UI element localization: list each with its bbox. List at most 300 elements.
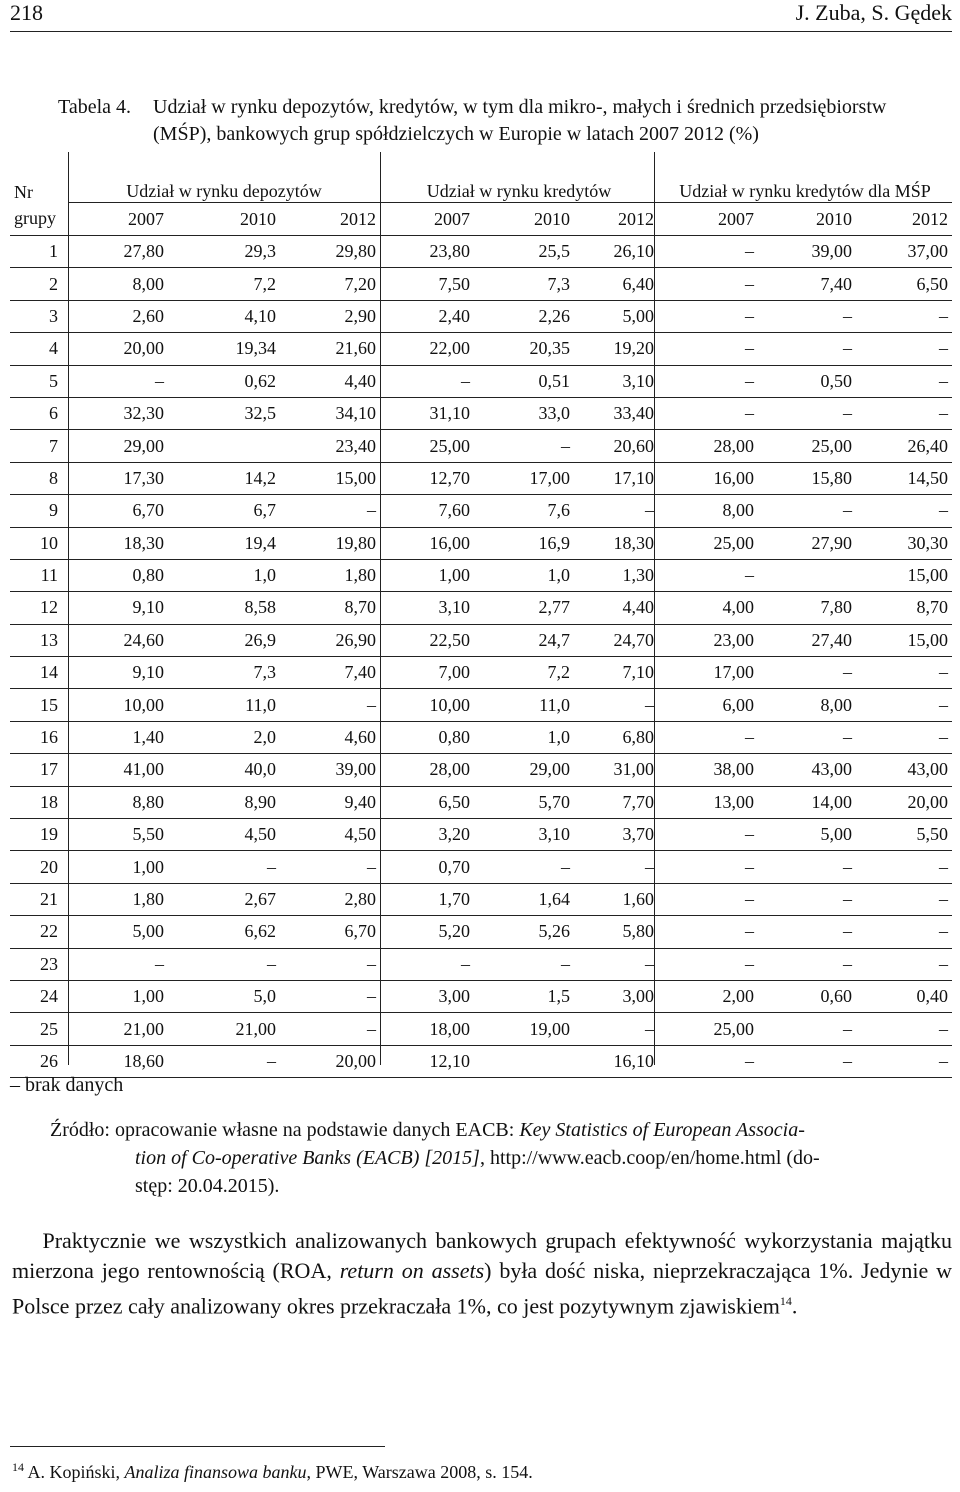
table-cell: – <box>658 300 758 332</box>
table-cell: – <box>658 236 758 268</box>
table-cell: 6,50 <box>856 268 952 300</box>
group-number: 18 <box>10 786 68 818</box>
table-cell: 15,00 <box>856 624 952 656</box>
table-row <box>10 883 952 915</box>
table-cell: 1,5 <box>474 980 574 1012</box>
table-cell: 8,00 <box>658 495 758 527</box>
table-cell: – <box>758 657 856 689</box>
table-cell: 7,60 <box>380 495 474 527</box>
table-cell: 7,20 <box>280 268 380 300</box>
table-cell: 31,00 <box>574 754 658 786</box>
table-cell: – <box>574 689 658 721</box>
paragraph-italic: return on assets <box>339 1258 485 1283</box>
table-cell: – <box>574 948 658 980</box>
table-cell: 19,4 <box>168 527 280 559</box>
running-authors: J. Zuba, S. Gędek <box>795 0 952 25</box>
table-cell: 5,70 <box>474 786 574 818</box>
table-cell: 9,10 <box>68 657 168 689</box>
table-row <box>10 333 952 365</box>
table-cell: – <box>758 1013 856 1045</box>
footnote <box>12 1460 533 1483</box>
table-cell: 10,00 <box>68 689 168 721</box>
table-cell: 26,90 <box>280 624 380 656</box>
table-cell: 1,00 <box>380 559 474 591</box>
table-cell: 5,00 <box>758 819 856 851</box>
table-cell: 1,70 <box>380 883 474 915</box>
table-cell: 7,80 <box>758 592 856 624</box>
table-cell: 31,10 <box>380 397 474 429</box>
table-body <box>10 236 952 1078</box>
table-cell: 2,90 <box>280 300 380 332</box>
year-header: 2007 <box>658 203 758 236</box>
paragraph-end: . <box>791 1293 798 1319</box>
table-cell: 33,40 <box>574 397 658 429</box>
table-row <box>10 559 952 591</box>
table-cell: 1,80 <box>68 883 168 915</box>
table-cell: – <box>758 300 856 332</box>
group-header-sme-credits: Udział w rynku kredytów dla MŚP <box>658 152 952 203</box>
table-cell: 6,80 <box>574 721 658 753</box>
table-cell: 16,9 <box>474 527 574 559</box>
table-cell: – <box>658 948 758 980</box>
table-cell: 32,5 <box>168 397 280 429</box>
table-cell: 24,70 <box>574 624 658 656</box>
table-cell: 7,6 <box>474 495 574 527</box>
table-row <box>10 527 952 559</box>
table-cell: – <box>168 948 280 980</box>
table-cell: 0,50 <box>758 365 856 397</box>
group-number: 20 <box>10 851 68 883</box>
table-cell: 2,00 <box>658 980 758 1012</box>
table-cell: 7,70 <box>574 786 658 818</box>
table-cell <box>168 430 280 462</box>
table-cell: 0,80 <box>380 721 474 753</box>
table-cell: – <box>280 980 380 1012</box>
table-cell: 30,30 <box>856 527 952 559</box>
table-cell: 6,50 <box>380 786 474 818</box>
table-cell: 19,20 <box>574 333 658 365</box>
table-cell: – <box>856 851 952 883</box>
group-number: 6 <box>10 397 68 429</box>
table-cell: 17,30 <box>68 462 168 494</box>
table-cell: 1,0 <box>474 721 574 753</box>
table-cell: 19,34 <box>168 333 280 365</box>
table-cell: 25,00 <box>758 430 856 462</box>
footnote-publisher: , PWE, Warszawa 2008, s. 154. <box>306 1462 533 1482</box>
year-header: 2012 <box>574 203 658 236</box>
year-header: 2010 <box>474 203 574 236</box>
group-number: 22 <box>10 916 68 948</box>
table-cell: 1,64 <box>474 883 574 915</box>
table-cell: 4,10 <box>168 300 280 332</box>
table-cell: 5,26 <box>474 916 574 948</box>
group-header-deposits: Udział w rynku depozytów <box>68 152 380 203</box>
group-number: 23 <box>10 948 68 980</box>
table-row <box>10 624 952 656</box>
table-cell: – <box>574 1013 658 1045</box>
table-cell: – <box>380 365 474 397</box>
table-cell: 15,00 <box>280 462 380 494</box>
table-row <box>10 462 952 494</box>
source-title-2: tion of Co-operative Banks (EACB) [2015] <box>135 1147 480 1169</box>
table-cell: 7,40 <box>280 657 380 689</box>
table-cell: 6,70 <box>68 495 168 527</box>
table-cell: – <box>474 948 574 980</box>
table-cell: – <box>856 916 952 948</box>
table-cell: 8,00 <box>68 268 168 300</box>
table-cell: 16,00 <box>658 462 758 494</box>
table-row <box>10 592 952 624</box>
table-row <box>10 430 952 462</box>
table-cell: 5,80 <box>574 916 658 948</box>
legend-no-data: – brak danych <box>10 1074 124 1096</box>
table-cell: 43,00 <box>856 754 952 786</box>
table-cell: 2,26 <box>474 300 574 332</box>
table-cell: – <box>758 721 856 753</box>
group-number: 16 <box>10 721 68 753</box>
table-cell: 4,40 <box>280 365 380 397</box>
group-number: 3 <box>10 300 68 332</box>
table-cell: – <box>758 495 856 527</box>
table-cell: – <box>856 721 952 753</box>
footnote-rule <box>10 1446 385 1447</box>
table-cell: 5,00 <box>68 916 168 948</box>
table-cell: 18,60 <box>68 1045 168 1077</box>
table-cell: – <box>658 1045 758 1077</box>
nr-header-1: Nr <box>14 181 33 202</box>
year-header: 2010 <box>758 203 856 236</box>
table-cell: 33,0 <box>474 397 574 429</box>
table-cell: 34,10 <box>280 397 380 429</box>
table-cell: – <box>280 689 380 721</box>
table-cell: 8,90 <box>168 786 280 818</box>
table-cell: 32,30 <box>68 397 168 429</box>
table-row <box>10 397 952 429</box>
table-cell: 2,40 <box>380 300 474 332</box>
table-row <box>10 689 952 721</box>
table-cell: 24,60 <box>68 624 168 656</box>
table-cell: – <box>658 883 758 915</box>
table-cell: 8,70 <box>280 592 380 624</box>
table-cell: 20,00 <box>68 333 168 365</box>
table-cell: – <box>856 883 952 915</box>
table-cell: 25,00 <box>658 1013 758 1045</box>
table-cell <box>474 1045 574 1077</box>
group-number: 17 <box>10 754 68 786</box>
table-cell: – <box>280 948 380 980</box>
table-cell: 0,51 <box>474 365 574 397</box>
table-cell: – <box>856 689 952 721</box>
table-cell: 14,50 <box>856 462 952 494</box>
table-cell: 5,0 <box>168 980 280 1012</box>
group-number: 15 <box>10 689 68 721</box>
data-table <box>10 152 952 1078</box>
table-cell: 2,67 <box>168 883 280 915</box>
table-row <box>10 1013 952 1045</box>
table-row <box>10 948 952 980</box>
table-cell: 2,0 <box>168 721 280 753</box>
table-cell: 18,30 <box>574 527 658 559</box>
table-cell: 20,00 <box>856 786 952 818</box>
table-cell: 6,7 <box>168 495 280 527</box>
table-cell: 1,80 <box>280 559 380 591</box>
table-cell: 1,00 <box>68 980 168 1012</box>
year-header: 2007 <box>380 203 474 236</box>
table-cell: 1,0 <box>474 559 574 591</box>
year-header: 2010 <box>168 203 280 236</box>
table-cell: 4,50 <box>280 819 380 851</box>
table-cell: 3,00 <box>380 980 474 1012</box>
table-cell: 21,00 <box>168 1013 280 1045</box>
table-cell: – <box>856 365 952 397</box>
table-row <box>10 236 952 268</box>
table-cell: 4,50 <box>168 819 280 851</box>
table-cell: – <box>280 1013 380 1045</box>
table-cell: – <box>168 851 280 883</box>
paragraph-text: ) była dość niska, nieprzekraczająca 1%. Jedynie w Polsce przez cały analizowany okres przekraczała 1%, co jest pozytywnym zjawiskiem <box>12 1258 952 1319</box>
column-divider <box>380 152 381 1065</box>
table-cell: – <box>380 948 474 980</box>
source-access-date: stęp: 20.04.2015). <box>135 1175 280 1197</box>
table-cell: 29,00 <box>474 754 574 786</box>
table-cell: 17,00 <box>474 462 574 494</box>
table-cell: – <box>280 851 380 883</box>
table-cell: – <box>280 495 380 527</box>
table-cell: 25,00 <box>380 430 474 462</box>
table-cell: 8,00 <box>758 689 856 721</box>
page-number: 218 <box>10 0 43 25</box>
table-cell: – <box>168 1045 280 1077</box>
table-cell: 0,40 <box>856 980 952 1012</box>
table-cell: – <box>658 365 758 397</box>
table-cell: 4,40 <box>574 592 658 624</box>
table-cell: 11,0 <box>168 689 280 721</box>
table-cell: 7,2 <box>168 268 280 300</box>
table-cell: 18,00 <box>380 1013 474 1045</box>
table-cell: 26,10 <box>574 236 658 268</box>
group-number: 8 <box>10 462 68 494</box>
table-cell: 7,50 <box>380 268 474 300</box>
footnote-number: 14 <box>12 1460 24 1474</box>
table-cell: – <box>474 430 574 462</box>
table-cell: – <box>658 851 758 883</box>
table-row <box>10 786 952 818</box>
group-number: 21 <box>10 883 68 915</box>
table-cell: 3,20 <box>380 819 474 851</box>
table-cell: 7,40 <box>758 268 856 300</box>
table-cell: – <box>758 916 856 948</box>
table-cell: 21,00 <box>68 1013 168 1045</box>
table-cell: – <box>68 948 168 980</box>
table-cell: 23,80 <box>380 236 474 268</box>
table-row <box>10 268 952 300</box>
year-header: 2012 <box>856 203 952 236</box>
table-row <box>10 495 952 527</box>
table-cell: 1,60 <box>574 883 658 915</box>
table-cell: 29,80 <box>280 236 380 268</box>
table-cell: 1,0 <box>168 559 280 591</box>
table-cell: 28,00 <box>380 754 474 786</box>
caption-text: Udział w rynku depozytów, kredytów, w tym dla mikro-, małych i średnich przedsiębiorstw (MŚP), bankowych grup spółdzielczych w Europie w latach 2007 2012 (%) <box>153 96 887 145</box>
table-cell: 5,50 <box>68 819 168 851</box>
table-cell: 24,7 <box>474 624 574 656</box>
table-cell: – <box>758 948 856 980</box>
table-row <box>10 657 952 689</box>
table-cell: 11,0 <box>474 689 574 721</box>
table-cell: 1,00 <box>68 851 168 883</box>
table-cell: 5,20 <box>380 916 474 948</box>
table-cell: 29,00 <box>68 430 168 462</box>
table-cell: 2,80 <box>280 883 380 915</box>
table-cell: 6,00 <box>658 689 758 721</box>
table-cell: 0,62 <box>168 365 280 397</box>
table-cell: 10,00 <box>380 689 474 721</box>
table-cell: – <box>658 916 758 948</box>
table-cell: – <box>474 851 574 883</box>
table-cell: 25,00 <box>658 527 758 559</box>
source-title-1: Key Statistics of European Associa- <box>519 1119 805 1141</box>
table-row <box>10 851 952 883</box>
table-cell: 8,58 <box>168 592 280 624</box>
table-cell: – <box>658 268 758 300</box>
table-cell: 2,77 <box>474 592 574 624</box>
footnote-title: Analiza finansowa banku <box>124 1462 307 1482</box>
table-cell: 17,00 <box>658 657 758 689</box>
table-cell: 7,10 <box>574 657 658 689</box>
table-cell: – <box>856 333 952 365</box>
table-cell: 14,00 <box>758 786 856 818</box>
table-cell: 22,50 <box>380 624 474 656</box>
group-number: 26 <box>10 1045 68 1077</box>
table-cell: 27,90 <box>758 527 856 559</box>
group-number: 12 <box>10 592 68 624</box>
group-number: 9 <box>10 495 68 527</box>
table-cell: 3,10 <box>474 819 574 851</box>
table-row <box>10 754 952 786</box>
table-cell: 4,00 <box>658 592 758 624</box>
table-cell: – <box>856 948 952 980</box>
table-cell: – <box>856 1013 952 1045</box>
table-cell: 9,10 <box>68 592 168 624</box>
column-divider <box>68 152 69 1065</box>
table-cell: 0,70 <box>380 851 474 883</box>
table-cell: 7,00 <box>380 657 474 689</box>
table-cell: 0,60 <box>758 980 856 1012</box>
table-cell: 16,10 <box>574 1045 658 1077</box>
table-cell: 37,00 <box>856 236 952 268</box>
column-divider <box>654 152 655 1065</box>
table-cell: 15,00 <box>856 559 952 591</box>
footnote-author: A. Kopiński, <box>27 1462 121 1482</box>
table-cell: 15,80 <box>758 462 856 494</box>
table-cell: – <box>658 559 758 591</box>
group-number: 10 <box>10 527 68 559</box>
table-cell: – <box>658 397 758 429</box>
table-cell: – <box>68 365 168 397</box>
table-cell: – <box>574 851 658 883</box>
table-cell: 26,9 <box>168 624 280 656</box>
paragraph-text: Praktycznie we wszystkich analizowanych bankowych grupach efektywność wykorzystania majątku mierzona jego rentownością (ROA, <box>12 1228 953 1283</box>
table-cell: 2,60 <box>68 300 168 332</box>
caption-label: Tabela 4. <box>58 96 132 118</box>
group-number: 5 <box>10 365 68 397</box>
table-cell: – <box>856 657 952 689</box>
year-header: 2012 <box>280 203 380 236</box>
table-cell: 3,70 <box>574 819 658 851</box>
table-cell: 19,00 <box>474 1013 574 1045</box>
table-cell: 27,80 <box>68 236 168 268</box>
group-number: 25 <box>10 1013 68 1045</box>
table-cell: 38,00 <box>658 754 758 786</box>
table-cell: 20,35 <box>474 333 574 365</box>
table-cell: 3,00 <box>574 980 658 1012</box>
table-cell: 8,80 <box>68 786 168 818</box>
table-cell: 23,00 <box>658 624 758 656</box>
table-cell: 39,00 <box>758 236 856 268</box>
table-row <box>10 916 952 948</box>
group-number: 24 <box>10 980 68 1012</box>
year-header: 2007 <box>68 203 168 236</box>
table-cell: 9,40 <box>280 786 380 818</box>
table-cell: 25,5 <box>474 236 574 268</box>
table-row <box>10 980 952 1012</box>
table-cell: – <box>574 495 658 527</box>
table-cell: 41,00 <box>68 754 168 786</box>
body-paragraph <box>12 1226 952 1321</box>
table-cell: 43,00 <box>758 754 856 786</box>
group-number: 19 <box>10 819 68 851</box>
table-cell: – <box>856 1045 952 1077</box>
table-row <box>10 365 952 397</box>
table-cell: – <box>758 397 856 429</box>
table-cell: 1,40 <box>68 721 168 753</box>
table-cell: 23,40 <box>280 430 380 462</box>
table-cell: 1,30 <box>574 559 658 591</box>
table-cell: 22,00 <box>380 333 474 365</box>
table-cell: 27,40 <box>758 624 856 656</box>
group-number: 14 <box>10 657 68 689</box>
footnote-ref[interactable]: 14 <box>779 1294 792 1308</box>
table-cell: – <box>856 300 952 332</box>
table-cell: – <box>758 851 856 883</box>
table-cell: – <box>658 721 758 753</box>
table-cell: – <box>658 819 758 851</box>
nr-header-2: grupy <box>10 203 68 236</box>
source-prefix: Źródło: opracowanie własne na podstawie danych EACB: <box>50 1119 515 1141</box>
table-cell: 12,10 <box>380 1045 474 1077</box>
table-cell <box>758 559 856 591</box>
table-cell: – <box>758 333 856 365</box>
table-row <box>10 819 952 851</box>
group-number: 2 <box>10 268 68 300</box>
table-row <box>10 300 952 332</box>
table-cell: 20,60 <box>574 430 658 462</box>
table-cell: 14,2 <box>168 462 280 494</box>
table-cell: 18,30 <box>68 527 168 559</box>
group-number: 4 <box>10 333 68 365</box>
group-number: 11 <box>10 559 68 591</box>
source-url: , http://www.eacb.coop/en/home.html (do- <box>479 1147 820 1169</box>
table-cell: 3,10 <box>380 592 474 624</box>
table-row <box>10 721 952 753</box>
page-header <box>10 0 952 30</box>
table-cell: 16,00 <box>380 527 474 559</box>
table-cell: – <box>658 333 758 365</box>
group-number: 7 <box>10 430 68 462</box>
table-cell: 5,00 <box>574 300 658 332</box>
table-cell: 40,0 <box>168 754 280 786</box>
table-cell: 12,70 <box>380 462 474 494</box>
